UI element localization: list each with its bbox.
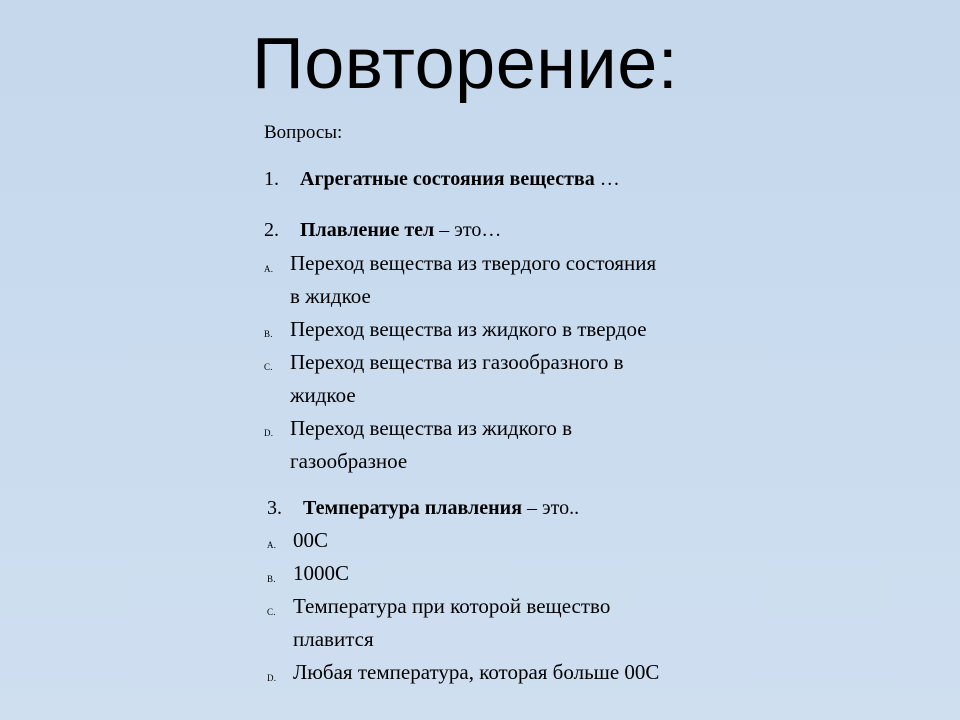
- q2-option-b-line1: Переход вещества из жидкого в твердое: [290, 317, 647, 341]
- question-2-term: Плавление тел: [300, 219, 435, 241]
- q3-option-c-marker: C.: [267, 607, 276, 617]
- q2-option-a-line2: в жидкое: [290, 284, 371, 308]
- q3-option-d-line1: Любая температура, которая больше 00С: [293, 660, 660, 684]
- q3-option-b-text: [293, 557, 349, 590]
- q3-option-b-marker: B.: [267, 574, 276, 584]
- question-2: [264, 218, 501, 242]
- q2-option-b-text: [290, 313, 647, 346]
- question-3-number: 3.: [267, 497, 282, 519]
- q3-option-c-line2: плавится: [293, 627, 374, 651]
- q2-option-c-text: [290, 346, 624, 412]
- q3-option-b-line1: 1000С: [293, 561, 350, 585]
- q3-option-d-text: [293, 656, 659, 689]
- question-3-suffix: – это..: [522, 497, 580, 519]
- q2-option-a-text: [290, 247, 656, 313]
- q2-option-d-line1: Переход вещества из жидкого в: [290, 416, 573, 440]
- q3-option-a-line1: 00С: [293, 528, 329, 552]
- q3-option-a-marker: A.: [267, 540, 277, 550]
- slide-title: Повторение:: [252, 24, 679, 104]
- question-3-term: Температура плавления: [303, 497, 523, 519]
- q2-option-d-marker: D.: [264, 428, 274, 438]
- question-2-number: 2.: [264, 219, 279, 241]
- question-1-number: 1.: [264, 168, 279, 190]
- questions-label: Вопросы:: [264, 122, 343, 143]
- question-1-term: Агрегатные состояния вещества: [300, 168, 595, 190]
- q3-option-a-text: [293, 524, 328, 557]
- q2-option-d-line2: газообразное: [290, 449, 408, 473]
- q2-option-a-line1: Переход вещества из твердого состояния: [290, 251, 657, 275]
- q2-option-c-line1: Переход вещества из газообразного в: [290, 350, 624, 374]
- question-1: [264, 167, 620, 191]
- q3-option-c-text: [293, 590, 610, 656]
- q2-option-a-marker: A.: [264, 264, 274, 274]
- question-1-suffix: …: [594, 168, 620, 190]
- q2-option-c-line2: жидкое: [290, 383, 356, 407]
- q3-option-c-line1: Температура при которой вещество: [293, 594, 611, 618]
- q2-option-c-marker: C.: [264, 362, 273, 372]
- q2-option-d-text: [290, 412, 572, 478]
- question-2-suffix: – это…: [434, 219, 502, 241]
- q3-option-d-marker: D.: [267, 673, 277, 683]
- question-3: [267, 496, 579, 520]
- q2-option-b-marker: B.: [264, 329, 273, 339]
